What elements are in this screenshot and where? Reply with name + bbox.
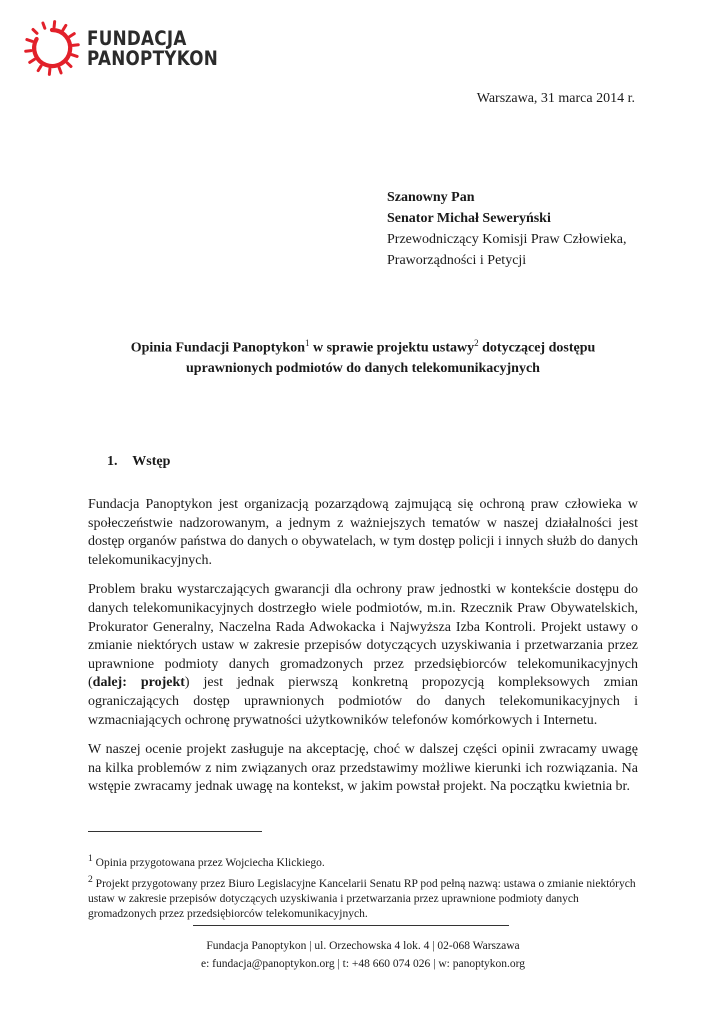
footnotes — [88, 851, 638, 923]
paragraph-2 — [88, 581, 638, 730]
title-part3: dotyczącej dostępu — [478, 340, 596, 356]
footnote-1 — [88, 851, 638, 871]
organization-name-line1: FUNDACJA — [87, 27, 187, 50]
title-footnote-ref-2[interactable]: 2 — [474, 338, 479, 348]
addressee-role-line2: Praworządności i Petycji — [387, 253, 527, 268]
footer-contact: e: fundacja@panoptykon.org | t: +48 660 074 026 | w: panoptykon.org — [200, 958, 526, 970]
logo-spoke — [72, 55, 77, 57]
body-text — [88, 496, 638, 808]
logo-spoke — [30, 59, 35, 62]
organization-name — [87, 29, 218, 69]
logo-spoke — [63, 25, 66, 30]
footer-address: Fundacja Panoptykon | ul. Orzechowska 4 lok. 4 | 02-068 Warszawa — [206, 940, 520, 952]
organization-name-line2: PANOPTYKON — [87, 47, 219, 70]
logo-spoke — [26, 51, 31, 52]
logo-spoke — [54, 22, 55, 27]
logo-spoke — [38, 66, 41, 71]
footer-separator — [193, 925, 509, 926]
paragraph-1: Fundacja Panoptykon jest organizacją pozarządową zajmującą się ochroną praw człowieka w społeczeństwie nadzorowanym, a jednym z ważniejszych tematów w naszej działalności jest dostęp organów państwa do danych o obywatelach, w tym dostęp policji i innych służb do danych telekomunikacyjnych. — [88, 497, 638, 568]
addressee-name: Senator Michał Seweryński — [387, 211, 551, 226]
logo-spoke — [43, 23, 45, 28]
logo-spoke — [33, 29, 37, 33]
logo-spoke — [67, 63, 71, 67]
document-title — [88, 333, 638, 379]
footnote-1-number: 1 — [88, 853, 93, 864]
page-footer — [88, 937, 638, 973]
logo-spoke — [49, 69, 50, 74]
footnote-2-number: 2 — [88, 873, 93, 885]
letter-date: Warszawa, 31 marca 2014 r. — [476, 91, 635, 106]
footnote-2 — [88, 872, 638, 922]
addressee-block — [387, 187, 627, 271]
footnote-1-text: Opinia przygotowana przez Wojciecha Klickiego. — [92, 856, 325, 869]
addressee-role-line1: Przewodniczący Komisji Praw Człowieka, — [387, 232, 627, 247]
paragraph-2-part-b: ) jest jednak pierwszą konkretną propozycją kompleksowych zmian ograniczających dostęp uprawnionych podmiotów do danych telekomunikacyjnych i wzmacniających ochronę prywatności użytkowników telefonów komórkowych i Internetu. — [88, 675, 638, 728]
paragraph-3: W naszej ocenie projekt zasługuje na akceptację, choć w dalszej części opinii zwracamy uwagę na kilka problemów z nim związanych oraz przedstawimy możliwe kierunki ich rozwiązania. Na wstępie zwracamy jednak uwagę na kontekst, w jakim powstał projekt. Na początku kwietnia br. — [88, 742, 638, 795]
title-line2: uprawnionych podmiotów do danych telekomunikacyjnych — [186, 360, 540, 376]
footnote-separator — [88, 831, 262, 832]
organization-logo — [24, 20, 224, 84]
logo-spoke — [59, 68, 61, 73]
logo-spoke — [27, 40, 32, 42]
logo-spoke — [73, 45, 78, 46]
title-part2: w sprawie projektu ustawy — [309, 340, 475, 356]
logo-spoke — [70, 34, 75, 37]
title-footnote-ref-1[interactable]: 1 — [304, 338, 310, 348]
addressee-greeting: Szanowny Pan — [387, 190, 475, 205]
paragraph-2-bold: dalej: projekt — [92, 675, 185, 691]
panoptykon-logo-icon — [24, 20, 80, 76]
section-number: 1. — [107, 454, 118, 469]
section-label: Wstęp — [132, 454, 171, 469]
footnote-2-text: Projekt przygotowany przez Biuro Legislacyjne Kancelarii Senatu RP pod pełną nazwą: ustawa o zmianie niektórych ustaw w zakresie przepisów dotyczących uzyskiwania i przetwarzania przez uprawnione podmioty danych gromadzonych przez przedsiębiorców telekomunikacyjnych. — [88, 877, 636, 920]
paragraph-2-part-a: Problem braku wystarczających gwarancji dla ochrony praw jednostki w kontekście dostępu do danych telekomunikacyjnych dostrzegło wiele podmiotów, m.in. Rzecznik Praw Obywatelskich, Prokurator Generalny, Naczelna Rada Adwokacka i Najwyższa Izba Kontroli. Projekt ustawy o zmianie niektórych ustaw w zakresie przepisów dotyczących uzyskiwania i przetwarzania przez uprawnione podmioty danych gromadzonych przez przedsiębiorców telekomunikacyjnych ( — [88, 582, 638, 691]
section-heading — [107, 454, 170, 470]
title-part1: Opinia Fundacji Panoptykon — [130, 340, 305, 356]
